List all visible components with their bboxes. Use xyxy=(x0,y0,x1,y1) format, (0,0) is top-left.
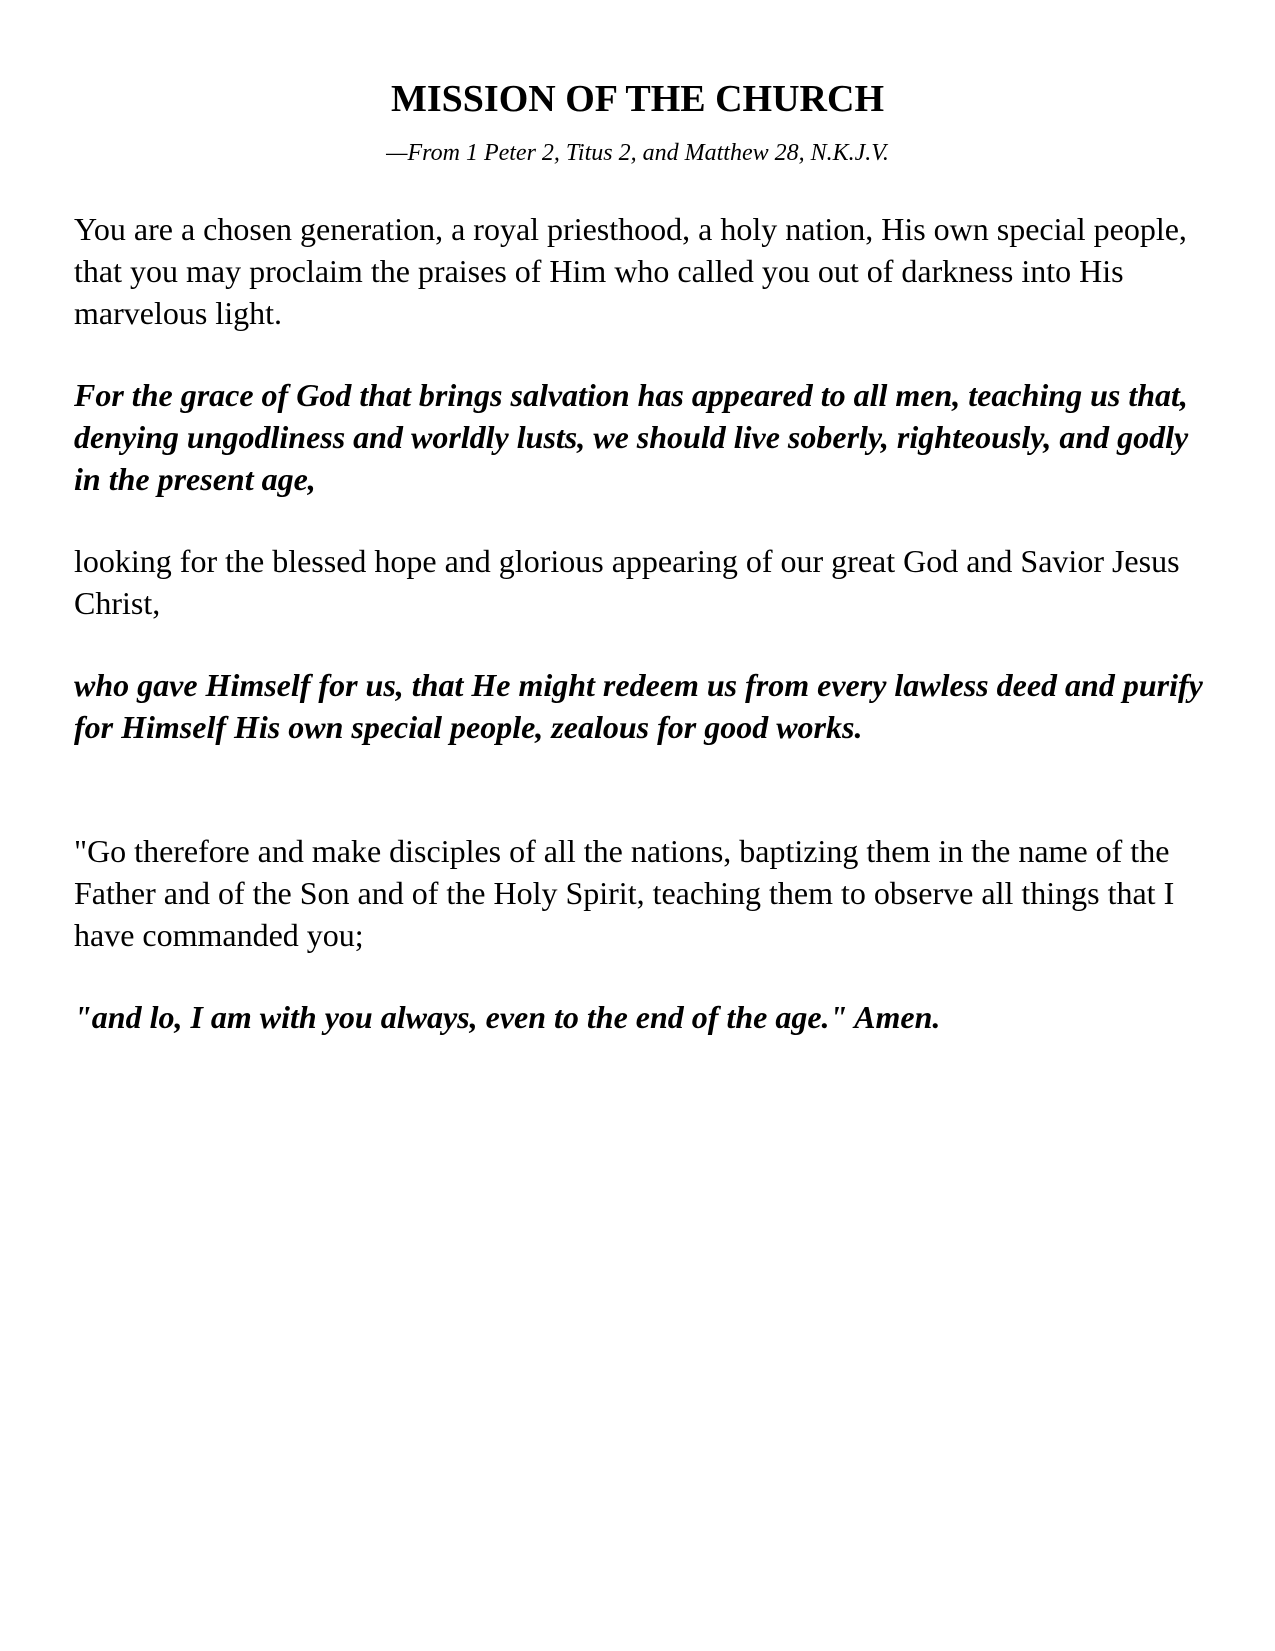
paragraph-2: For the grace of God that brings salvation has appeared to all men, teaching us that, denying ungodliness and worldly lusts, we should live soberly, righteously, and godly in the present age, xyxy=(74,377,1189,497)
paragraph-6: "and lo, I am with you always, even to the end of the age." Amen. xyxy=(74,999,941,1035)
paragraph-4: who gave Himself for us, that He might redeem us from every lawless deed and purify for Himself His own special people, zealous for good works. xyxy=(74,667,1203,745)
scripture-reference: —From 1 Peter 2, Titus 2, and Matthew 28, N.K.J.V. xyxy=(386,140,889,166)
paragraph-1: You are a chosen generation, a royal priesthood, a holy nation, His own special people, that you may proclaim the praises of Him who called you out of darkness into His marvelous light. xyxy=(74,211,1187,331)
paragraph-3: looking for the blessed hope and glorious appearing of our great God and Savior Jesus Christ, xyxy=(74,543,1180,621)
paragraph-5: "Go therefore and make disciples of all the nations, baptizing them in the name of the Father and of the Son and of the Holy Spirit, teaching them to observe all things that I have commanded you; xyxy=(74,833,1175,953)
page-title: MISSION OF THE CHURCH xyxy=(390,78,885,120)
